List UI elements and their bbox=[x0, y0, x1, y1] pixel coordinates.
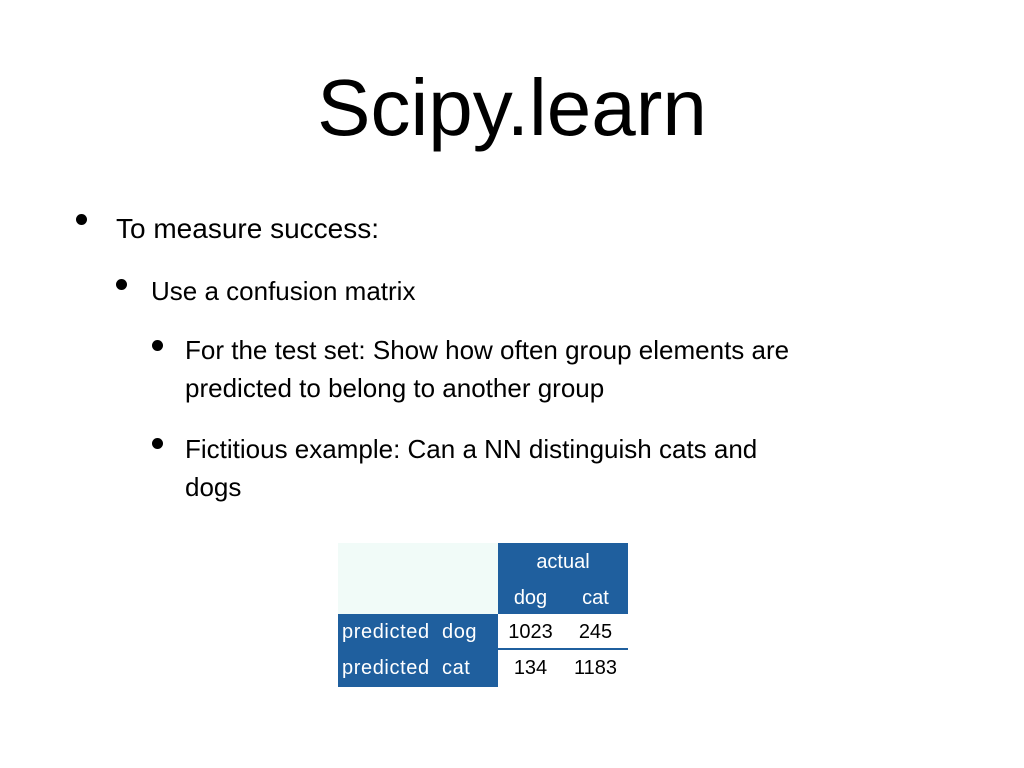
bullet-dot-icon bbox=[152, 438, 163, 449]
bullet-text-line-1: For the test set: Show how often group elements are bbox=[185, 335, 790, 365]
bullet-dot-icon bbox=[152, 340, 163, 351]
table-column-header-cat: cat bbox=[563, 579, 628, 614]
bullet-dot-icon bbox=[76, 214, 87, 225]
table-corner-cell bbox=[338, 543, 498, 614]
table-row-label-predicted-dog: predicted dog bbox=[338, 614, 498, 650]
table-cell: 1023 bbox=[498, 614, 563, 650]
confusion-matrix-table bbox=[338, 543, 628, 687]
bullet-text: To measure success: bbox=[116, 213, 379, 244]
table-cell: 245 bbox=[563, 614, 628, 650]
bullet-text-line-2: dogs bbox=[185, 472, 242, 502]
bullet-text-line-2: predicted to belong to another group bbox=[185, 373, 605, 403]
bullet-text-line-1: Fictitious example: Can a NN distinguish cats and bbox=[185, 434, 758, 464]
table-row-label-predicted-cat: predicted cat bbox=[338, 650, 498, 687]
table-cell: 1183 bbox=[563, 650, 628, 687]
bullet-text: Use a confusion matrix bbox=[151, 276, 416, 306]
table-column-header-dog: dog bbox=[498, 579, 563, 614]
table-header-actual: actual bbox=[498, 543, 628, 579]
table-cell: 134 bbox=[498, 650, 563, 687]
bullet-dot-icon bbox=[116, 279, 127, 290]
slide-title: Scipy.learn bbox=[317, 63, 707, 152]
